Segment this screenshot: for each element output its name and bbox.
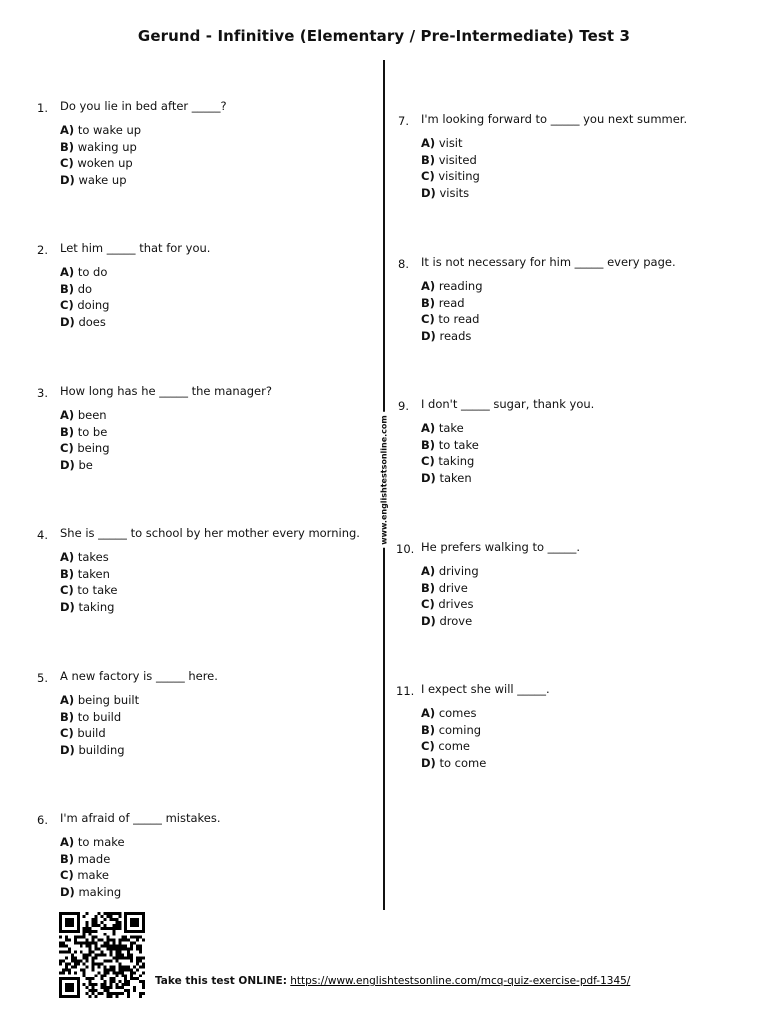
- answer-option: [421, 437, 594, 453]
- question-number: 4.: [37, 528, 48, 542]
- option-letter: C): [60, 156, 74, 171]
- answer-option: [60, 440, 272, 456]
- option-text: to build: [77, 709, 122, 724]
- option-letter: B): [60, 139, 75, 154]
- question-number: 8.: [398, 257, 409, 271]
- option-letter: D): [60, 742, 75, 757]
- option-text: drive: [438, 580, 468, 595]
- option-text: building: [78, 742, 125, 757]
- question-stem: I'm looking forward to _____ you next summer.: [421, 112, 688, 126]
- answer-option: [421, 420, 594, 436]
- option-text: being built: [77, 693, 140, 708]
- answer-option: [60, 582, 360, 598]
- answer-option: [60, 407, 272, 423]
- option-letter: B): [421, 437, 436, 452]
- option-text: build: [77, 726, 106, 741]
- option-letter: D): [421, 328, 436, 343]
- answer-option: [421, 705, 550, 721]
- option-letter: D): [60, 599, 75, 614]
- answer-option: [60, 281, 210, 297]
- option-text: taken: [439, 470, 472, 485]
- question-stem: He prefers walking to _____.: [421, 540, 581, 554]
- option-letter: B): [60, 566, 75, 581]
- answer-option: [60, 742, 218, 758]
- question-stem: I don't _____ sugar, thank you.: [421, 397, 595, 411]
- answer-option: [60, 867, 221, 883]
- option-letter: D): [60, 884, 75, 899]
- option-text: making: [78, 884, 122, 899]
- option-letter: B): [60, 709, 75, 724]
- question-4: [37, 525, 360, 615]
- option-letter: A): [60, 693, 75, 708]
- option-text: to do: [77, 265, 108, 280]
- answer-option: [421, 738, 550, 754]
- answer-option: [421, 453, 594, 469]
- option-letter: D): [421, 755, 436, 770]
- question-10: [396, 539, 581, 629]
- option-text: visited: [438, 152, 477, 167]
- option-letter: C): [60, 441, 74, 456]
- answer-option: [60, 692, 218, 708]
- question-stem: Let him _____ that for you.: [60, 241, 211, 255]
- question-6: [37, 810, 221, 900]
- answer-option: [60, 314, 210, 330]
- answer-option: [60, 155, 227, 171]
- question-number: 7.: [398, 114, 409, 128]
- option-text: drives: [438, 597, 474, 612]
- answer-option: [60, 834, 221, 850]
- option-letter: B): [421, 580, 436, 595]
- option-text: to read: [438, 312, 480, 327]
- question-5: [37, 668, 218, 758]
- option-letter: A): [60, 265, 75, 280]
- answer-option: [60, 297, 210, 313]
- option-text: been: [77, 408, 107, 423]
- option-text: comes: [438, 706, 477, 721]
- answer-option: [421, 563, 580, 579]
- answer-option: [421, 328, 676, 344]
- question-stem: She is _____ to school by her mother every morning.: [60, 526, 360, 540]
- option-text: take: [438, 421, 464, 436]
- option-text: visit: [438, 136, 463, 151]
- question-stem: How long has he _____ the manager?: [60, 384, 272, 398]
- answer-option: [421, 168, 687, 184]
- answer-option: [421, 580, 580, 596]
- answer-option: [60, 549, 360, 565]
- option-letter: A): [421, 136, 436, 151]
- option-text: taken: [77, 566, 110, 581]
- question-7: [398, 111, 688, 201]
- option-letter: C): [60, 583, 74, 598]
- question-number: 6.: [37, 813, 48, 827]
- answer-option: [421, 185, 687, 201]
- question-number: 2.: [37, 243, 48, 257]
- option-text: drove: [439, 613, 473, 628]
- option-letter: A): [421, 421, 436, 436]
- question-8: [398, 254, 676, 344]
- answer-option: [421, 152, 687, 168]
- question-number: 10.: [396, 542, 415, 556]
- option-letter: D): [421, 185, 436, 200]
- option-text: visits: [439, 185, 470, 200]
- option-text: doing: [77, 298, 110, 313]
- option-letter: C): [60, 726, 74, 741]
- option-letter: D): [60, 172, 75, 187]
- question-number: 5.: [37, 671, 48, 685]
- answer-option: [421, 613, 580, 629]
- question-stem: Do you lie in bed after _____?: [60, 99, 227, 113]
- question-stem: I expect she will _____.: [421, 682, 550, 696]
- question-9: [398, 396, 595, 486]
- page-title: Gerund - Infinitive (Elementary / Pre-Intermediate) Test 3: [137, 27, 631, 45]
- option-text: make: [77, 868, 109, 883]
- answer-option: [421, 755, 550, 771]
- option-text: to make: [77, 835, 125, 850]
- answer-option: [60, 457, 272, 473]
- option-letter: B): [421, 722, 436, 737]
- qr-code[interactable]: [57, 912, 147, 998]
- option-text: to come: [439, 755, 487, 770]
- option-text: to take: [77, 583, 118, 598]
- option-text: takes: [77, 550, 109, 565]
- answer-option: [421, 278, 676, 294]
- answer-option: [60, 139, 227, 155]
- option-letter: C): [421, 169, 435, 184]
- answer-option: [60, 725, 218, 741]
- option-letter: B): [60, 851, 75, 866]
- option-letter: B): [421, 295, 436, 310]
- option-letter: D): [421, 613, 436, 628]
- option-text: to be: [77, 424, 108, 439]
- option-text: reads: [439, 328, 472, 343]
- option-letter: D): [60, 314, 75, 329]
- option-letter: A): [421, 279, 436, 294]
- option-letter: A): [421, 564, 436, 579]
- option-letter: C): [421, 739, 435, 754]
- option-letter: B): [421, 152, 436, 167]
- footer-label: Take this test ONLINE:: [155, 975, 287, 987]
- option-letter: C): [60, 868, 74, 883]
- answer-option: [421, 470, 594, 486]
- question-number: 9.: [398, 399, 409, 413]
- footer: [155, 975, 630, 987]
- question-number: 3.: [37, 386, 48, 400]
- option-text: taking: [78, 599, 115, 614]
- option-letter: A): [421, 706, 436, 721]
- question-stem: A new factory is _____ here.: [60, 669, 218, 683]
- option-letter: B): [60, 424, 75, 439]
- answer-option: [60, 264, 210, 280]
- option-text: read: [438, 295, 465, 310]
- answer-option: [421, 295, 676, 311]
- option-text: wake up: [78, 172, 127, 187]
- option-letter: A): [60, 835, 75, 850]
- option-letter: A): [60, 550, 75, 565]
- option-text: woken up: [77, 156, 133, 171]
- answer-option: [60, 709, 218, 725]
- question-number: 1.: [37, 101, 48, 115]
- option-text: to wake up: [77, 123, 142, 138]
- question-stem: I'm afraid of _____ mistakes.: [60, 811, 221, 825]
- question-number: 11.: [396, 684, 415, 698]
- option-letter: D): [421, 470, 436, 485]
- answer-option: [421, 135, 687, 151]
- option-text: being: [77, 441, 110, 456]
- answer-option: [60, 566, 360, 582]
- answer-option: [60, 851, 221, 867]
- answer-option: [421, 311, 676, 327]
- option-text: come: [438, 739, 470, 754]
- option-text: driving: [438, 564, 479, 579]
- option-text: visiting: [438, 169, 480, 184]
- answer-option: [421, 596, 580, 612]
- question-11: [396, 681, 550, 771]
- option-text: be: [78, 457, 93, 472]
- option-letter: C): [60, 298, 74, 313]
- option-text: does: [78, 314, 106, 329]
- answer-option: [60, 424, 272, 440]
- question-1: [37, 98, 227, 188]
- option-letter: C): [421, 597, 435, 612]
- answer-option: [60, 122, 227, 138]
- answer-option: [60, 884, 221, 900]
- option-text: made: [77, 851, 111, 866]
- answer-option: [60, 599, 360, 615]
- answer-option: [60, 172, 227, 188]
- side-url-text: www.englishtestsonline.com: [378, 412, 391, 548]
- question-2: [37, 240, 211, 330]
- option-letter: A): [60, 123, 75, 138]
- option-text: waking up: [77, 139, 137, 154]
- option-text: coming: [438, 722, 482, 737]
- option-text: taking: [438, 454, 475, 469]
- footer-link[interactable]: https://www.englishtestsonline.com/mcq-quiz-exercise-pdf-1345/: [290, 975, 631, 987]
- option-letter: C): [421, 312, 435, 327]
- option-letter: B): [60, 281, 75, 296]
- question-stem: It is not necessary for him _____ every page.: [421, 255, 676, 269]
- option-text: do: [77, 281, 93, 296]
- option-letter: A): [60, 408, 75, 423]
- option-text: reading: [438, 279, 483, 294]
- option-text: to take: [438, 437, 479, 452]
- option-letter: D): [60, 457, 75, 472]
- question-3: [37, 383, 272, 473]
- option-letter: C): [421, 454, 435, 469]
- answer-option: [421, 722, 550, 738]
